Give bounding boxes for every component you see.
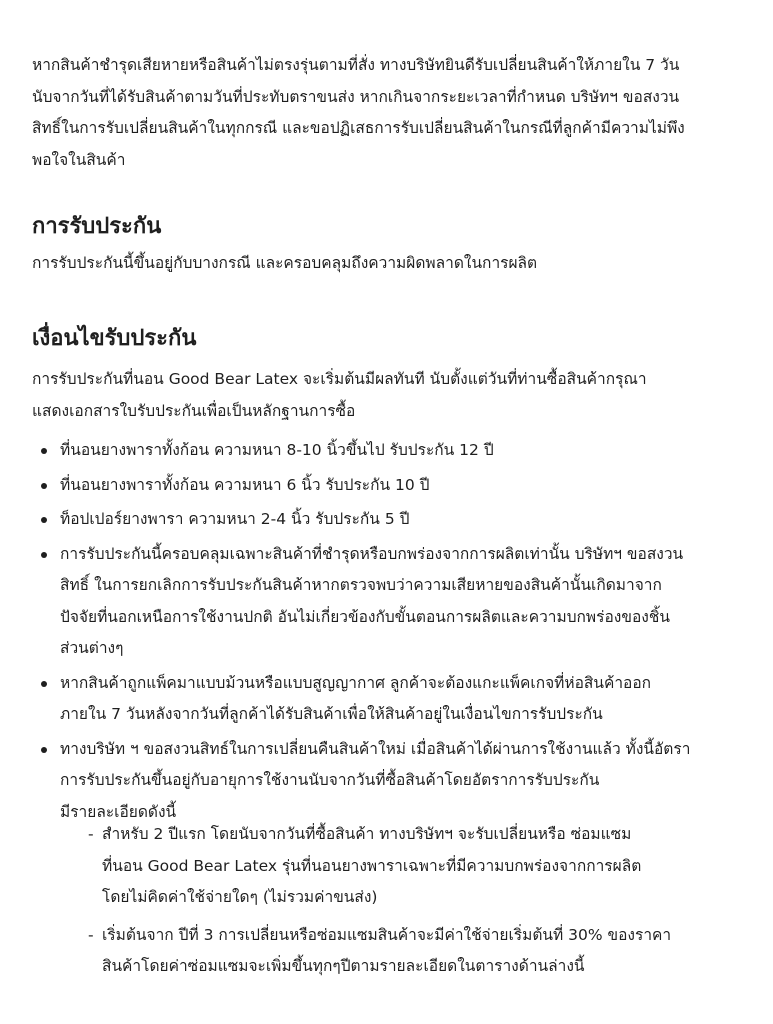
list-item bbox=[32, 504, 767, 536]
text-line bbox=[88, 819, 748, 851]
text-line: ส่วนต่างๆ bbox=[60, 639, 124, 657]
text-line: แสดงเอกสารใบรับประกันเพื่อเป็นหลักฐานการซื้อ bbox=[32, 401, 356, 420]
warranty-conditions-heading: เงื่อนไขรับประกัน bbox=[32, 326, 197, 351]
sublist-item bbox=[88, 819, 748, 914]
text-line: โดยไม่คิดค่าใช้จ่ายใดๆ (ไม่รวมค่าขนส่ง) bbox=[102, 888, 378, 906]
return-policy-paragraph bbox=[32, 50, 767, 176]
list-item bbox=[32, 668, 767, 731]
sublist-item bbox=[88, 920, 748, 983]
warranty-paragraph: การรับประกันนี้ขึ้นอยู่กับบางกรณี และครอบคลุมถึงความผิดพลาดในการผลิต bbox=[32, 254, 538, 272]
text-segment: สำหรับ 2 ปีแรก โดยนับจากวันที่ซื้อสินค้า ทางบริษัทฯ จะรับเปลี่ยนหรือ ซ่อมแซม bbox=[102, 825, 632, 843]
warranty-conditions-list bbox=[32, 435, 767, 831]
warranty-conditions-intro bbox=[32, 364, 767, 427]
text-line: ท็อปเปอร์ยางพารา ความหนา 2-4 นิ้ว รับประกัน 5 ปี bbox=[60, 510, 410, 528]
text-line: ที่นอน Good Bear Latex รุ่นที่นอนยางพาราเฉพาะที่มีความบกพร่องจากการผลิต bbox=[102, 856, 642, 875]
text-line: สิทธิ์ ในการยกเลิกการรับประกันสินค้าหากตรวจพบว่าความเสียหายของสินค้านั้นเกิดมาจาก bbox=[60, 576, 662, 594]
text-segment: เริ่มต้นจาก ปีที่ 3 การเปลี่ยนหรือซ่อมแซมสินค้าจะมีค่าใช้จ่ายเริ่มต้นที่ 30% ของราคา bbox=[102, 925, 672, 944]
text-line: หากสินค้าชำรุดเสียหายหรือสินค้าไม่ตรงรุ่นตามที่สั่ง ทางบริษัทยินดีรับเปลี่ยนสินค้าให้ภายใน 7 วัน bbox=[32, 56, 680, 74]
text-line: หากสินค้าถูกแพ็คมาแบบม้วนหรือแบบสูญญากาศ ลูกค้าจะต้องแกะแพ็คเกจที่ห่อสินค้าออก bbox=[60, 673, 652, 692]
list-item bbox=[32, 470, 767, 502]
dash-marker: - bbox=[88, 825, 94, 843]
dash-marker: - bbox=[88, 925, 94, 944]
text-line: นับจากวันที่ได้รับสินค้าตามวันที่ประทับตราขนส่ง หากเกินจากระยะเวลาที่กำหนด บริษัทฯ ขอสงวน bbox=[32, 87, 680, 106]
warranty-heading: การรับประกัน bbox=[32, 214, 162, 239]
text-line: ที่นอนยางพาราทั้งก้อน ความหนา 8-10 นิ้วขึ้นไป รับประกัน 12 ปี bbox=[60, 441, 494, 459]
text-line: ปัจจัยที่นอกเหนือการใช้งานปกติ อันไม่เกี่ยวข้องกับขั้นตอนการผลิตและความบกพร่องของชิ้น bbox=[60, 607, 670, 626]
text-line: การรับประกันนี้ครอบคลุมเฉพาะสินค้าที่ชำรุดหรือบกพร่องจากการผลิตเท่านั้น บริษัทฯ ขอสงวน bbox=[60, 544, 684, 563]
text-line: สินค้าโดยค่าซ่อมแซมจะเพิ่มขึ้นทุกๆปีตามรายละเอียดในตารางด้านล่างนี้ bbox=[102, 957, 585, 975]
list-item bbox=[32, 539, 767, 665]
text-line: ที่นอนยางพาราทั้งก้อน ความหนา 6 นิ้ว รับประกัน 10 ปี bbox=[60, 475, 430, 494]
text-line: สิทธิ์ในการรับเปลี่ยนสินค้าในทุกกรณี และขอปฏิเสธการรับเปลี่ยนสินค้าในกรณีที่ลูกค้ามีความไม่พึง bbox=[32, 119, 685, 137]
text-line: การรับประกันขึ้นอยู่กับอายุการใช้งานนับจากวันที่ซื้อสินค้าโดยอัตราการรับประกัน bbox=[60, 771, 600, 789]
text-line: การรับประกันที่นอน Good Bear Latex จะเริ่มต้นมีผลทันที นับตั้งแต่วันที่ท่านซื้อสินค้ากรุณา bbox=[32, 370, 647, 388]
text-line: ทางบริษัท ฯ ขอสงวนสิทธ์ในการเปลี่ยนคืนสินค้าใหม่ เมื่อสินค้าได้ผ่านการใช้งานแล้ว ทั้งนี้อัตรา bbox=[60, 739, 691, 758]
text-line: พอใจในสินค้า bbox=[32, 150, 126, 169]
text-line: ภายใน 7 วันหลังจากวันที่ลูกค้าได้รับสินค้าเพื่อให้สินค้าอยู่ในเงื่อนไขการรับประกัน bbox=[60, 705, 603, 723]
list-item bbox=[32, 435, 767, 467]
list-item bbox=[32, 734, 767, 829]
text-line: มีรายละเอียดดังนี้ bbox=[60, 802, 177, 821]
warranty-rate-sublist bbox=[88, 819, 748, 989]
text-line bbox=[88, 920, 748, 952]
